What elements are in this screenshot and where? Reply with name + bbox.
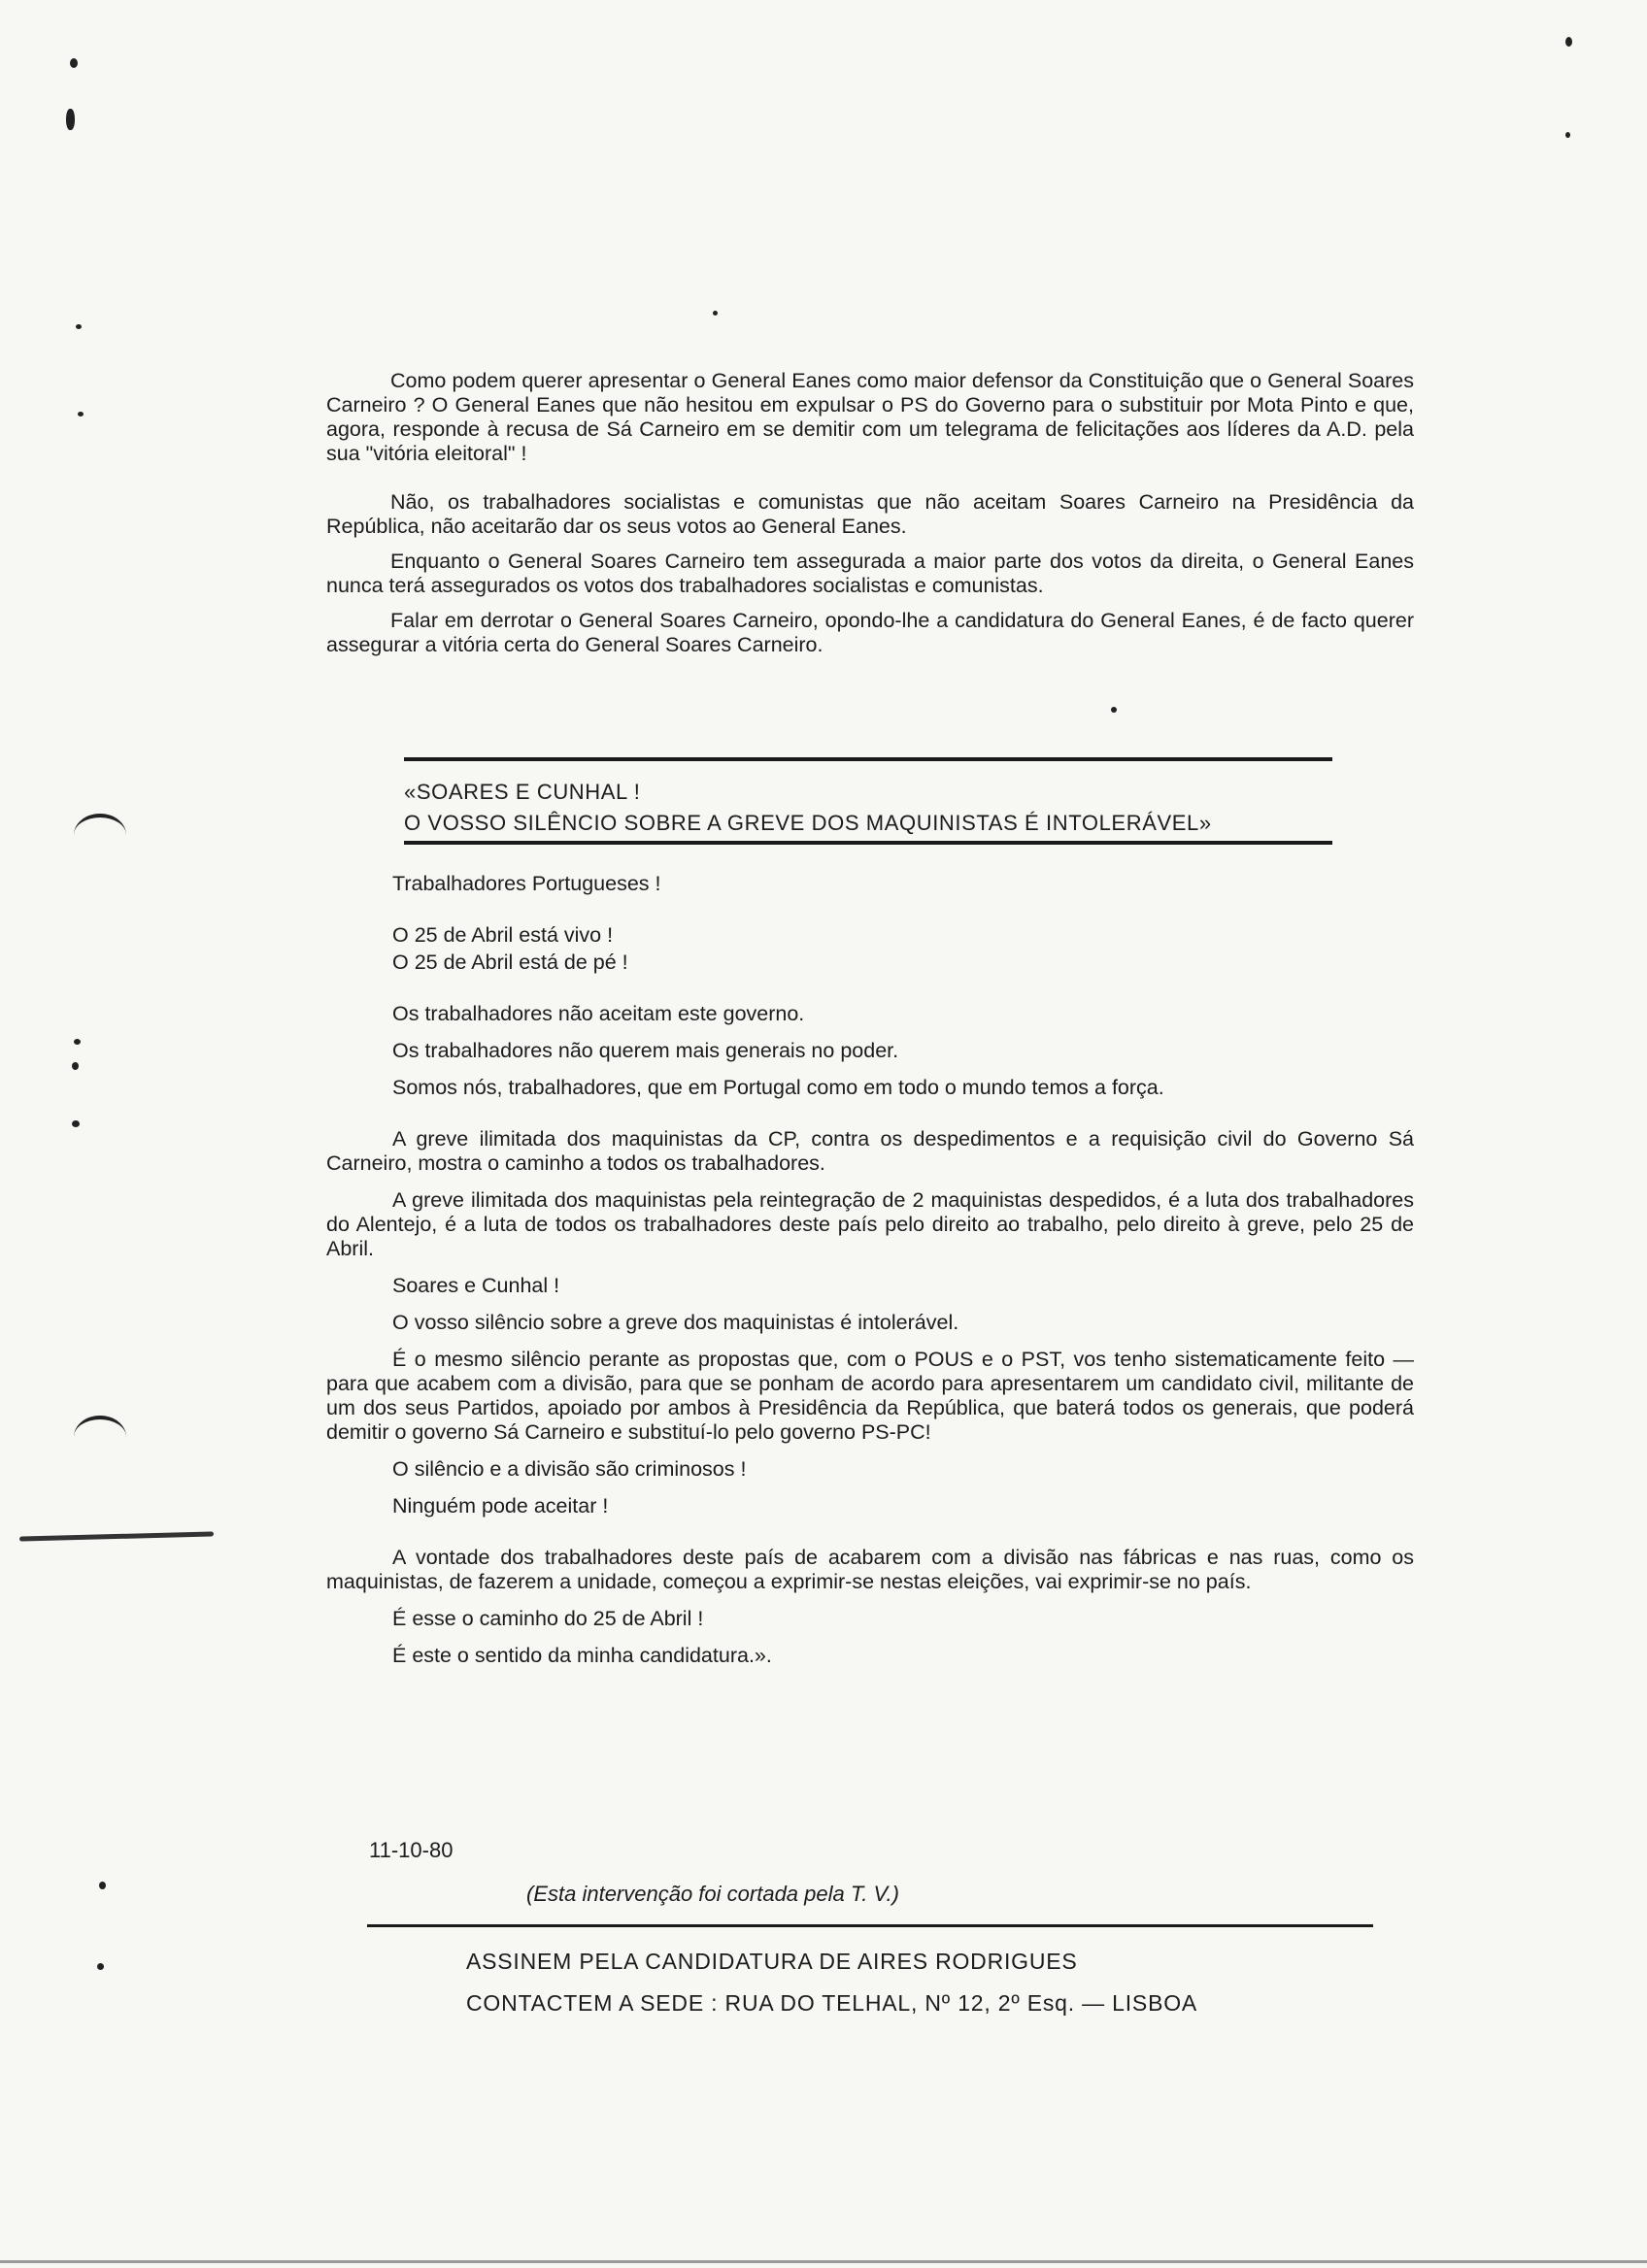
scan-speck bbox=[76, 324, 82, 329]
scan-speck bbox=[72, 1120, 80, 1127]
speech-paragraph-4: A vontade dos trabalhadores deste país de acabarem com a divisão nas fábricas e nas ruas, como os maquinistas, de fazerem a unidade, começou a exprimir-se nestas eleições, vai exprimir-se no país. bbox=[326, 1546, 1414, 1593]
scan-speck bbox=[72, 1062, 79, 1070]
intro-section bbox=[326, 369, 1414, 668]
intro-paragraph-3: Enquanto o General Soares Carneiro tem assegurada a maior parte dos votos da direita, o General Eanes nunca terá assegurados os votos dos trabalhadores socialistas e comunistas. bbox=[326, 550, 1414, 597]
call-to-action-line-2: CONTACTEM A SEDE : RUA DO TELHAL, Nº 12, 2º Esq. — LISBOA bbox=[466, 1990, 1198, 2016]
headline-rule-bottom bbox=[404, 841, 1332, 845]
speech-greeting: Trabalhadores Portugueses ! bbox=[392, 872, 661, 895]
speech-address: Soares e Cunhal ! bbox=[392, 1274, 560, 1297]
scan-speck bbox=[1111, 707, 1117, 713]
scan-speck bbox=[1565, 37, 1572, 47]
headline-box bbox=[404, 757, 1332, 845]
speech-line-5: Somos nós, trabalhadores, que em Portugal como em todo o mundo temos a força. bbox=[392, 1076, 1164, 1099]
speech-paragraph-1: A greve ilimitada dos maquinistas da CP, contra os despedimentos e a requisição civil do Governo Sá Carneiro, mostra o caminho a todos os trabalhadores. bbox=[326, 1127, 1414, 1175]
speech-line-8: Ninguém pode aceitar ! bbox=[392, 1494, 609, 1518]
date-stamp: 11-10-80 bbox=[369, 1838, 454, 1862]
speech-line-10: É este o sentido da minha candidatura.». bbox=[392, 1644, 772, 1667]
speech-line-7: O silêncio e a divisão são criminosos ! bbox=[392, 1457, 747, 1481]
speech-line-4: Os trabalhadores não querem mais generais no poder. bbox=[392, 1039, 899, 1062]
headline-line-1: «SOARES E CUNHAL ! bbox=[404, 780, 641, 804]
intro-paragraph-4: Falar em derrotar o General Soares Carneiro, opondo-lhe a candidatura do General Eanes, é de facto querer assegurar a vitória certa do General Soares Carneiro. bbox=[326, 609, 1414, 656]
speech-section bbox=[326, 872, 1414, 1681]
scan-speck bbox=[74, 1039, 81, 1045]
scan-speck bbox=[66, 109, 75, 130]
speech-line-6: O vosso silêncio sobre a greve dos maquinistas é intolerável. bbox=[392, 1311, 959, 1334]
margin-pen-stroke bbox=[19, 1531, 214, 1541]
speech-line-1: O 25 de Abril está vivo ! bbox=[392, 923, 614, 947]
footer-rule bbox=[367, 1924, 1373, 1927]
call-to-action-line-1: ASSINEM PELA CANDIDATURA DE AIRES RODRIGUES bbox=[466, 1949, 1078, 1974]
speech-paragraph-3: É o mesmo silêncio perante as propostas que, com o POUS e o PST, vos tenho sistematicamente feito — para que acabem com a divisão, para que se ponham de acordo para apresentarem um candidato civil, militante de um dos seus Partidos, apoiado por ambos à Presidência da República, que baterá todos os generais, que poderá demitir o governo Sá Carneiro e substituí-lo pelo governo PS-PC! bbox=[326, 1348, 1414, 1444]
scan-speck bbox=[78, 412, 84, 417]
headline-line-2: O VOSSO SILÊNCIO SOBRE A GREVE DOS MAQUINISTAS É INTOLERÁVEL» bbox=[404, 811, 1212, 835]
scan-arc-mark bbox=[74, 1416, 126, 1458]
scan-speck bbox=[97, 1963, 104, 1970]
speech-line-9: É esse o caminho do 25 de Abril ! bbox=[392, 1607, 704, 1630]
censorship-note: (Esta intervenção foi cortada pela T. V.) bbox=[526, 1882, 899, 1906]
speech-line-2: O 25 de Abril está de pé ! bbox=[392, 951, 628, 974]
scan-speck bbox=[1565, 132, 1570, 138]
scan-bottom-edge bbox=[0, 2260, 1647, 2263]
speech-paragraph-2: A greve ilimitada dos maquinistas pela reintegração de 2 maquinistas despedidos, é a luta dos trabalhadores do Alentejo, é a luta de todos os trabalhadores deste país pelo direito ao trabalho, pelo direito à greve, pelo 25 de Abril. bbox=[326, 1188, 1414, 1260]
scan-speck bbox=[70, 58, 78, 68]
intro-paragraph-1: Como podem querer apresentar o General Eanes como maior defensor da Constituição que o General Soares Carneiro ? O General Eanes que não hesitou em expulsar o PS do Governo para o substituir por Mota Pinto e que, agora, responde à recusa de Sá Carneiro em se demitir com um telegrama de felicitações aos líderes da A.D. pela sua "vitória eleitoral" ! bbox=[326, 369, 1414, 465]
speech-line-3: Os trabalhadores não aceitam este governo. bbox=[392, 1002, 805, 1025]
headline-rule-top bbox=[404, 757, 1332, 761]
scan-arc-mark bbox=[74, 814, 126, 856]
scan-speck bbox=[713, 311, 718, 316]
intro-paragraph-2: Não, os trabalhadores socialistas e comunistas que não aceitam Soares Carneiro na Presidência da República, não aceitarão dar os seus votos ao General Eanes. bbox=[326, 490, 1414, 538]
scan-speck bbox=[99, 1882, 106, 1889]
